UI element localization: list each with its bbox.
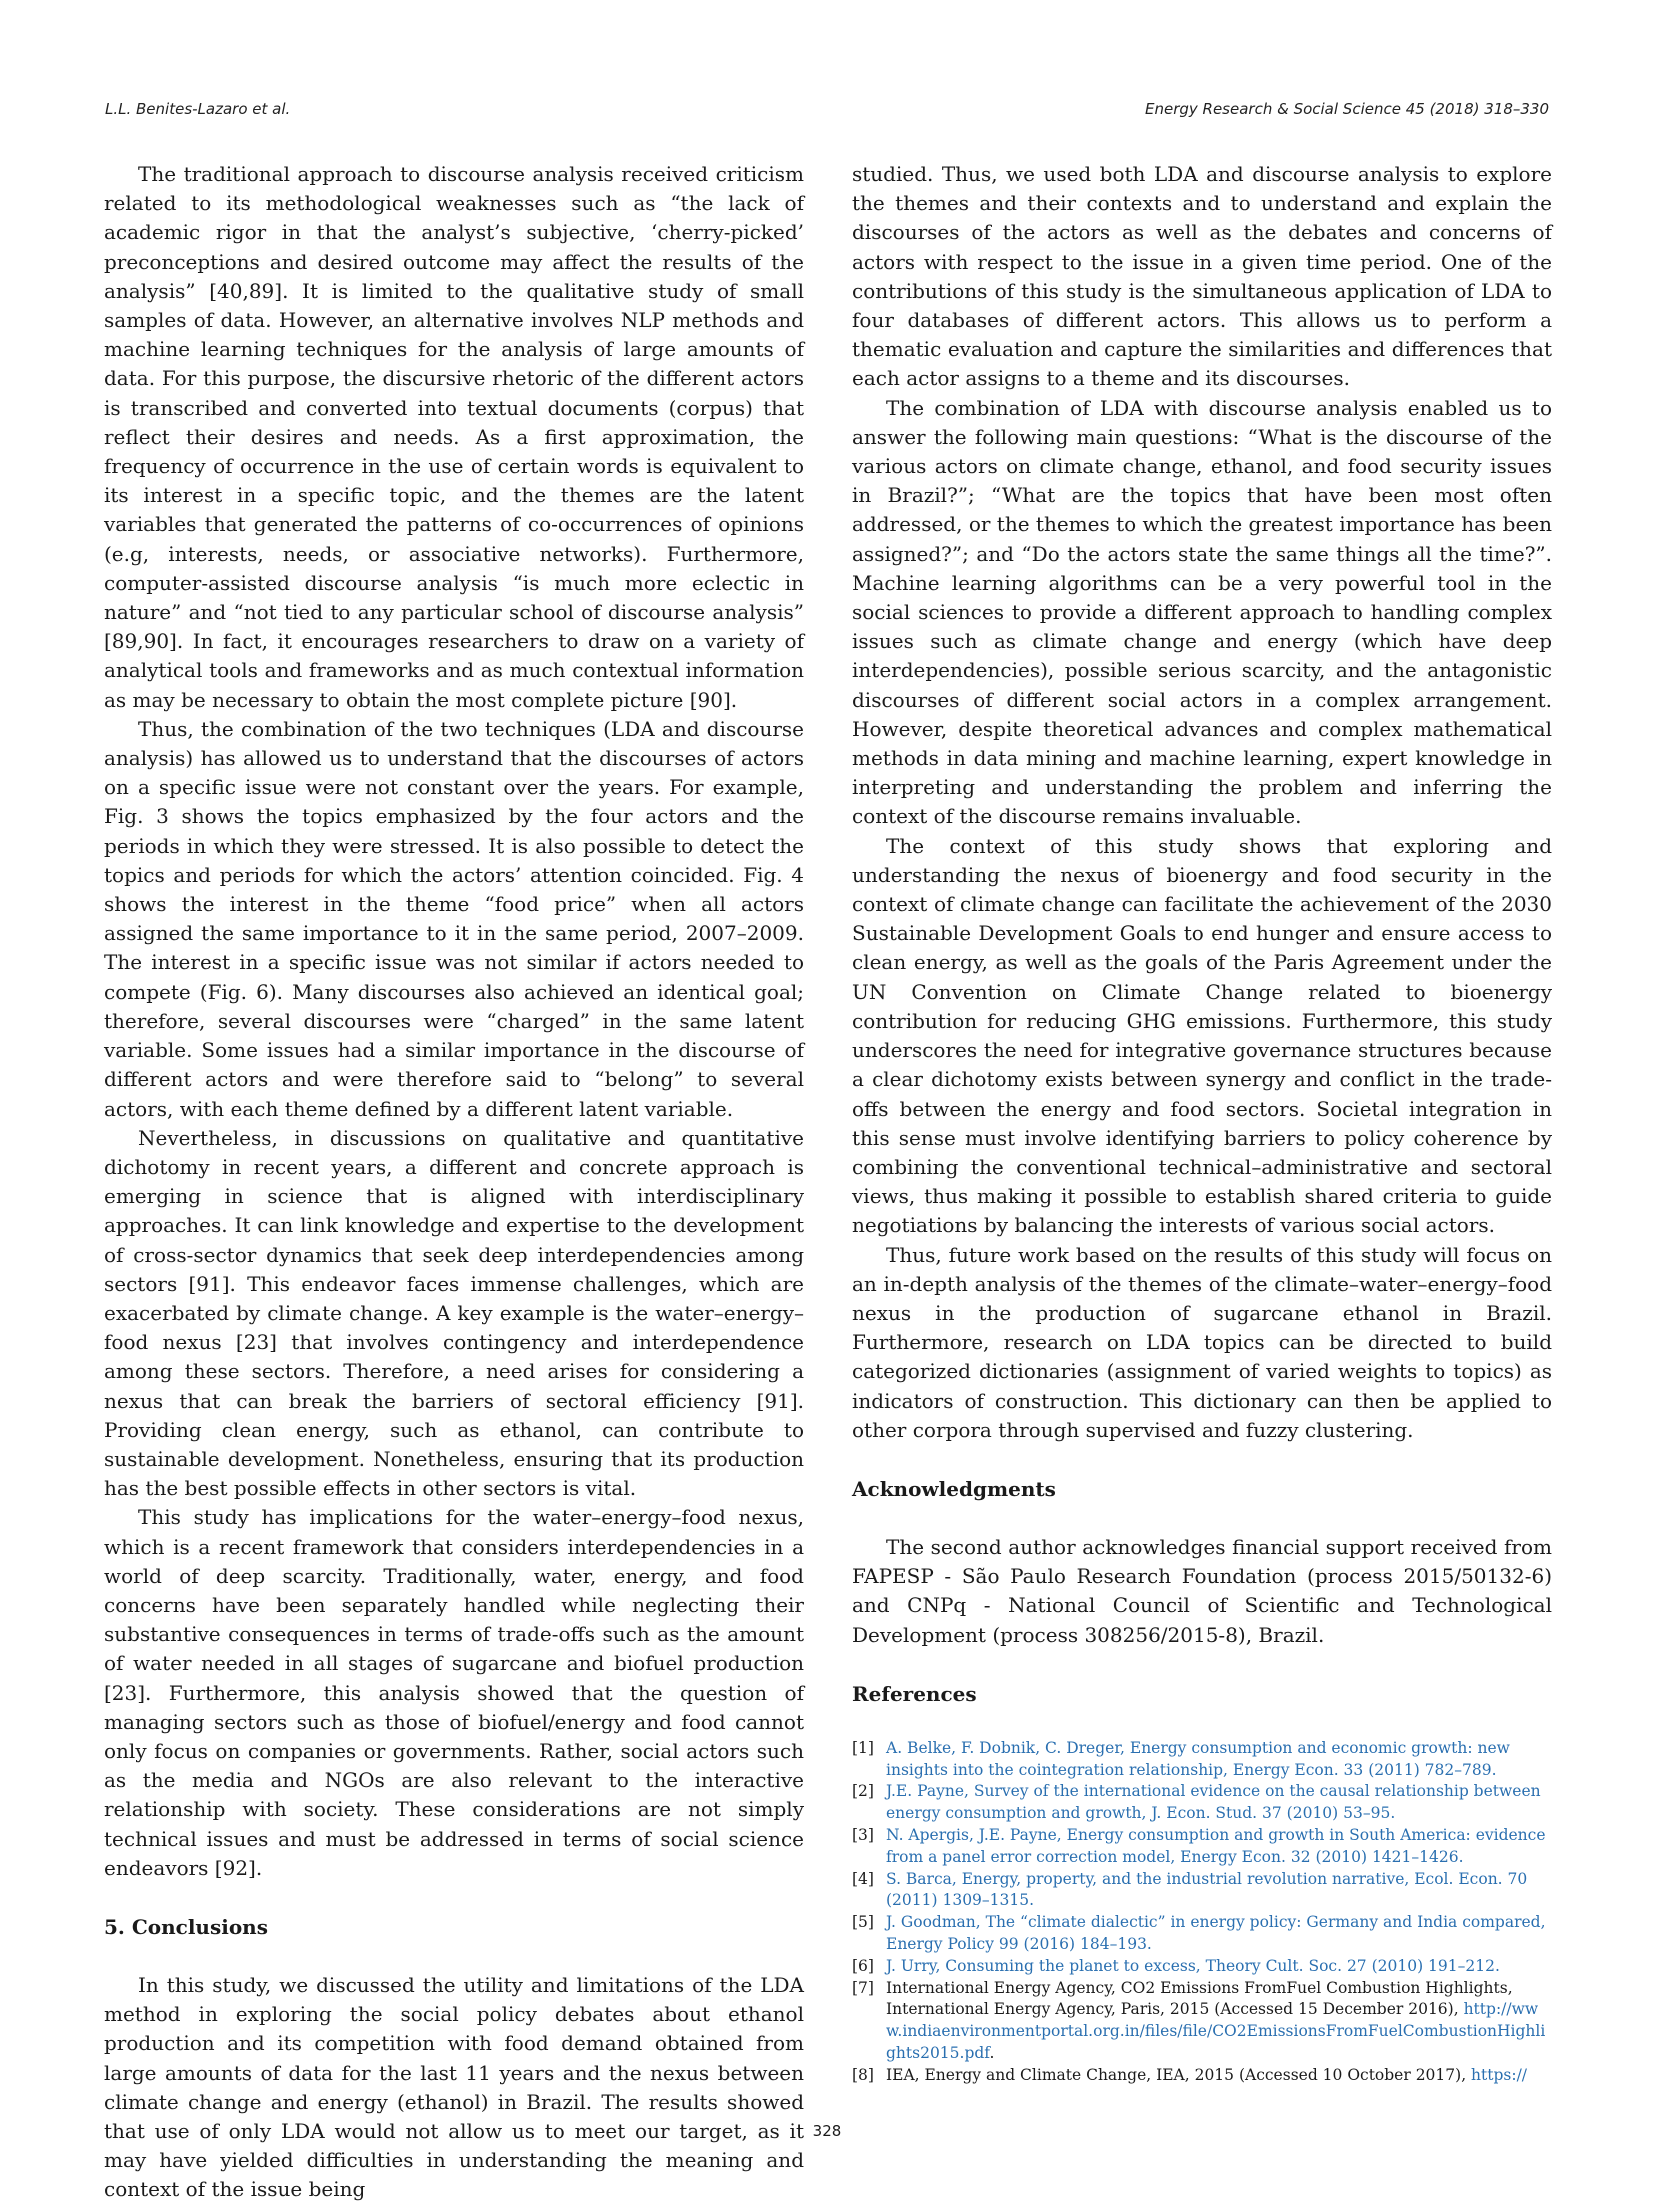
paragraph-acknowledgments: The second author acknowledges financial support received from FAPESP - São Paulo Research Foundation (process 2015/50132-6) and CNPq - National Council of Scientific and Technological Development (process 308256/2015-8), Brazil. [852,1534,1552,1647]
reference-link[interactable]: A. Belke, F. Dobnik, C. Dreger, Energy consumption and economic growth: new insights into the cointegration relationship, Energy Econ. 33 (2011) 782–789. [886,1738,1510,1779]
paragraph: The combination of LDA with discourse analysis enabled us to answer the following main questions: “What is the discourse of the various actors on climate change, ethanol, and food security issues in Brazil?”; “What are the topics that have been most often addressed, or the themes to which the greatest importance has been assigned?”; and “Do the actors state the same things all the time?”. Machine learning algorithms can be a very powerful tool in the social sciences to provide a different approach to handling complex issues such as climate change and energy (which have deep interdependencies), possible serious scarcity, and the antagonistic discourses of different social actors in a complex arrangement. However, despite theoretical advances and complex mathematical methods in data mining and machine learning, expert knowledge in interpreting and understanding the problem and inferring the context of the discourse remains invaluable. [852,395,1552,829]
reference-link[interactable]: S. Barca, Energy, property, and the industrial revolution narrative, Ecol. Econ. 70 (2011) 1309–1315. [886,1869,1528,1910]
reference-item[interactable] [852,1738,1552,1782]
reference-number: [8] [852,2065,874,2084]
paragraph: Nevertheless, in discussions on qualitative and quantitative dichotomy in recent years, a different and concrete approach is emerging in science that is aligned with interdisciplinary approaches. It can link knowledge and expertise to the development of cross-sector dynamics that seek deep interdependencies among sectors [91]. This endeavor faces immense challenges, which are exacerbated by climate change. A key example is the water–energy–food nexus [23] that involves contingency and interdependence among these sectors. Therefore, a need arises for considering a nexus that can break the barriers of sectoral efficiency [91]. Providing clean energy, such as ethanol, can contribute to sustainable development. Nonetheless, ensuring that its production has the best possible effects in other sectors is vital. [104,1125,804,1501]
reference-number: [3] [852,1825,874,1844]
reference-number: [2] [852,1782,874,1801]
reference-link[interactable]: J. Urry, Consuming the planet to excess, Theory Cult. Soc. 27 (2010) 191–212. [886,1956,1500,1975]
reference-text: IEA, Energy and Climate Change, IEA, 2015 (Accessed 10 October 2017), [886,2065,1472,2084]
reference-text: International Energy Agency, CO2 Emissions FromFuel Combustion Highlights, International Energy Agency, Paris, 2015 (Accessed 15 December 2016), [886,1978,1513,2019]
reference-link[interactable]: J. Goodman, The “climate dialectic” in energy policy: Germany and India compared, Energy Policy 99 (2016) 184–193. [886,1913,1546,1953]
reference-item [852,2065,1552,2087]
reference-item[interactable] [852,1869,1552,1913]
paragraph: The context of this study shows that exploring and understanding the nexus of bioenergy and food security in the context of climate change can facilitate the achievement of the 2030 Sustainable Development Goals to end hunger and ensure access to clean energy, as well as the goals of the Paris Agreement under the UN Convention on Climate Change related to bioenergy contribution for reducing GHG emissions. Furthermore, this study underscores the need for integrative governance structures because a clear dichotomy exists between synergy and conflict in the trade-offs between the energy and food sectors. Societal integration in this sense must involve identifying barriers to policy coherence by combining the conventional technical–administrative and sectoral views, thus making it possible to establish shared criteria to guide negotiations by balancing the interests of various social actors. [852,833,1552,1238]
reference-number: [7] [852,1978,874,1997]
reference-item[interactable] [852,1956,1552,1978]
reference-item: [7] International Energy Agency, CO2 Emissions FromFuel Combustion Highlights, International Energy Agency, Paris, 2015 (Accessed 15 December 2016), http://www.indiaenvironmentportal.org.in/files/file/CO2EmissionsFromFuelCombustionHighlights2015.pdf. [852,1978,1552,2065]
running-header-journal: Energy Research & Social Science 45 (2018) 318–330 [1144,100,1549,118]
paragraph: This study has implications for the water–energy–food nexus, which is a recent framework that considers interdependencies in a world of deep scarcity. Traditionally, water, energy, and food concerns have been separately handled while neglecting their substantive consequences in terms of trade-offs such as the amount of water needed in all stages of sugarcane and biofuel production [23]. Furthermore, this analysis showed that the question of managing sectors such as those of biofuel/energy and food cannot only focus on companies or governments. Rather, social actors such as the media and NGOs are also relevant to the interactive relationship with society. These considerations are not simply technical issues and must be addressed in terms of social science endeavors [92]. [104,1505,804,1880]
reference-number: [6] [852,1956,874,1975]
paragraph: Thus, future work based on the results of this study will focus on an in-depth analysis of the themes of the climate–water–energy–food nexus in the production of sugarcane ethanol in Brazil. Furthermore, research on LDA topics can be directed to build categorized dictionaries (assignment of varied weights to topics) as indicators of construction. This dictionary can then be applied to other corpora through supervised and fuzzy clustering. [852,1242,1552,1442]
reference-url-link[interactable]: https:// [1471,2065,1528,2084]
section-title-conclusions: 5. Conclusions [104,1914,268,1939]
reference-url-link[interactable]: http://www.indiaenvironmentportal.org.in/files/file/CO2EmissionsFromFuelCombustionHighlights2015.pdf [886,2000,1546,2062]
reference-number: [1] [852,1738,874,1757]
paragraph: Thus, the combination of the two techniques (LDA and discourse analysis) has allowed us to understand that the discourses of actors on a specific issue were not constant over the years. For example, Fig. 3 shows the topics emphasized by the four actors and the periods in which they were stressed. It is also possible to detect the topics and periods for which the actors’ attention coincided. Fig. 4 shows the interest in the theme “food price” when all actors assigned the same importance to it in the same period, 2007–2009. The interest in a specific issue was not similar if actors needed to compete (Fig. 6). Many discourses also achieved an identical goal; therefore, several discourses were “charged” in the same latent variable. Some issues had a similar importance in the discourse of different actors and were therefore said to “belong” to several actors, with each theme defined by a different latent variable. [104,716,804,1121]
reference-link[interactable]: N. Apergis, J.E. Payne, Energy consumption and growth in South America: evidence from a panel error correction model, Energy Econ. 32 (2010) 1421–1426. [886,1825,1546,1866]
reference-item[interactable] [852,1912,1552,1956]
right-column [852,160,1552,2087]
page-number: 328 [812,2122,842,2140]
section-title-references: References [852,1681,977,1706]
reference-link[interactable]: J.E. Payne, Survey of the international evidence on the causal relationship between energy consumption and growth, J. Econ. Stud. 37 (2010) 53–95. [886,1782,1541,1823]
reference-list [852,1738,1552,2087]
reference-item[interactable] [852,1781,1552,1825]
reference-number: [5] [852,1913,874,1932]
paragraph: The traditional approach to discourse analysis received criticism related to its methodological weaknesses such as “the lack of academic rigor in that the analyst’s subjective, ‘cherry-picked’ preconceptions and desired outcome may affect the results of the analysis” [40,89]. It is limited to the qualitative study of small samples of data. However, an alternative involves NLP methods and machine learning techniques for the analysis of large amounts of data. For this purpose, the discursive rhetoric of the different actors is transcribed and converted into textual documents (corpus) that reflect their desires and needs. As a first approximation, the frequency of occurrence in the use of certain words is equivalent to its interest in a specific topic, and the themes are the latent variables that generated the patterns of co-occurrences of opinions (e.g, interests, needs, or associative networks). Furthermore, computer-assisted discourse analysis “is much more eclectic in nature” and “not tied to any particular school of discourse analysis” [89,90]. In fact, it encourages researchers to draw on a variety of analytical tools and frameworks and as much contextual information as may be necessary to obtain the most complete picture [90]. [104,162,804,712]
reference-number: [4] [852,1869,874,1888]
paragraph: studied. Thus, we used both LDA and discourse analysis to explore the themes and their contexts and to understand and explain the discourses of the actors as well as the debates and concerns of actors with respect to the issue in a given time period. One of the contributions of this study is the simultaneous application of LDA to four databases of different actors. This allows us to perform a thematic evaluation and capture the similarities and differences that each actor assigns to a theme and its discourses. [852,162,1552,391]
reference-item[interactable] [852,1825,1552,1869]
running-header-authors: L.L. Benites-Lazaro et al. [105,100,291,118]
paragraph: In this study, we discussed the utility and limitations of the LDA method in exploring the social policy debates about ethanol production and its competition with food demand obtained from large amounts of data for the last 11 years and the nexus between climate change and energy (ethanol) in Brazil. The results showed that use of only LDA would not allow us to meet our target, as it may have yielded difficulties in understanding the meaning and context of the issue being [104,1972,804,2202]
section-title-acknowledgments: Acknowledgments [852,1476,1056,1501]
left-column [104,160,804,2205]
